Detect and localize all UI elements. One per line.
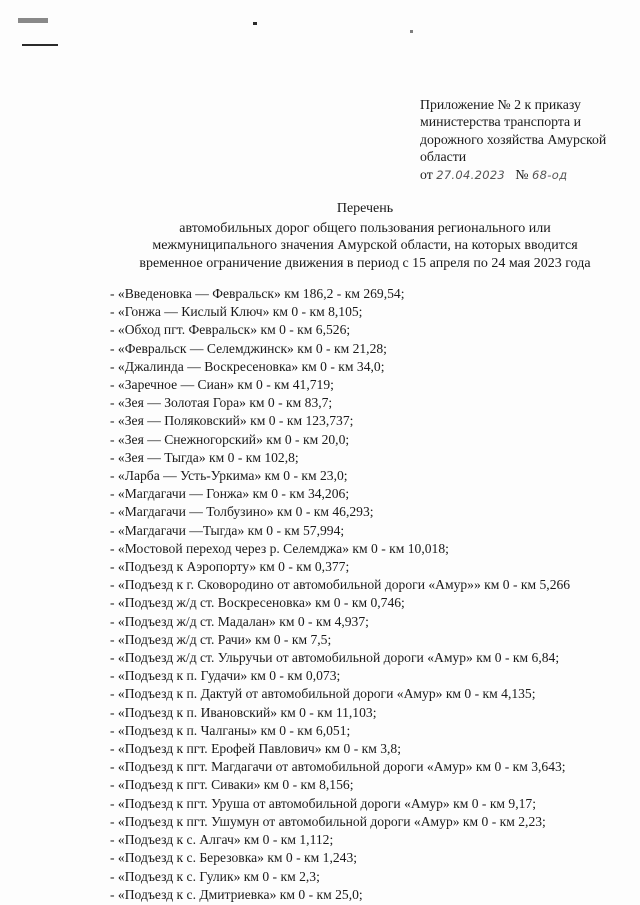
order-number: 68-од bbox=[532, 167, 568, 182]
road-item: - «Гонжа — Кислый Ключ» км 0 - км 8,105; bbox=[110, 304, 363, 320]
scan-dot bbox=[253, 22, 257, 25]
number-sign: № bbox=[515, 166, 529, 182]
road-item: - «Подъезд к п. Гудачи» км 0 - км 0,073; bbox=[110, 668, 341, 684]
road-item: - «Введеновка — Февральск» км 186,2 - км 269,54; bbox=[110, 286, 405, 301]
road-item: - «Подъезд к пгт. Магдагачи от автомобильной дороги «Амур» км 0 - км 3,643; bbox=[110, 759, 566, 775]
road-item: - «Подъезд к пгт. Сиваки» км 0 - км 8,156; bbox=[110, 777, 354, 793]
title-heading: Перечень bbox=[336, 201, 394, 216]
title-line: автомобильных дорог общего пользования регионального или bbox=[179, 220, 551, 236]
appendix-line: области bbox=[420, 149, 467, 165]
road-item: - «Ларба — Усть-Уркима» км 0 - км 23,0; bbox=[110, 468, 348, 484]
road-item: - «Подъезд к п. Чалганы» км 0 - км 6,051; bbox=[110, 722, 351, 738]
road-list bbox=[110, 285, 640, 904]
road-item: - «Подъезд ж/д ст. Ульручьи от автомобильной дороги «Амур» км 0 - км 6,84; bbox=[110, 650, 560, 666]
appendix-line: министерства транспорта и bbox=[420, 114, 581, 130]
road-item: - «Зея — Золотая Гора» км 0 - км 83,7; bbox=[110, 395, 333, 411]
road-item: - «Февральск — Селемджинск» км 0 - км 21,28; bbox=[110, 340, 387, 356]
road-item: - «Зея — Тыгда» км 0 - км 102,8; bbox=[110, 449, 299, 465]
road-item: - «Подъезд к пгт. Ерофей Павлович» км 0 - км 3,8; bbox=[110, 741, 402, 757]
road-item: - «Джалинда — Воскресеновка» км 0 - км 34,0; bbox=[110, 358, 385, 374]
road-item: - «Подъезд к г. Сковородино от автомобильной дороги «Амур»» км 0 - км 5,266 bbox=[110, 577, 571, 593]
appendix-block bbox=[420, 96, 640, 184]
road-item: - «Подъезд к с. Алгач» км 0 - км 1,112; bbox=[110, 832, 334, 848]
road-item: - «Подъезд к с. Дмитриевка» км 0 - км 25,0; bbox=[110, 886, 363, 902]
order-date: 27.04.2023 bbox=[436, 167, 506, 182]
road-item: - «Подъезд к Аэропорту» км 0 - км 0,377; bbox=[110, 559, 350, 575]
road-item: - «Обход пгт. Февральск» км 0 - км 6,526; bbox=[110, 322, 351, 338]
road-item: - «Подъезд к с. Березовка» км 0 - км 1,243; bbox=[110, 850, 358, 866]
scan-mark-topleft bbox=[18, 18, 48, 23]
road-item: - «Подъезд ж/д ст. Мадалан» км 0 - км 4,937; bbox=[110, 613, 369, 629]
road-item: - «Магдагачи — Толбузино» км 0 - км 46,293; bbox=[110, 504, 374, 520]
road-item: - «Подъезд к пгт. Уруша от автомобильной дороги «Амур» км 0 - км 9,17; bbox=[110, 795, 536, 811]
road-item: - «Подъезд к с. Гулик» км 0 - км 2,3; bbox=[110, 868, 320, 884]
road-item: - «Подъезд ж/д ст. Воскресеновка» км 0 - км 0,746; bbox=[110, 595, 405, 611]
road-item: - «Мостовой переход через р. Селемджа» км 0 - км 10,018; bbox=[110, 540, 449, 556]
scan-line-topleft bbox=[22, 44, 58, 46]
order-date-line bbox=[420, 166, 640, 184]
road-item: - «Зея — Поляковский» км 0 - км 123,737; bbox=[110, 413, 354, 429]
road-item: - «Подъезд к п. Ивановский» км 0 - км 11,103; bbox=[110, 704, 377, 720]
road-item: - «Магдагачи — Гонжа» км 0 - км 34,206; bbox=[110, 486, 350, 502]
road-item: - «Подъезд к п. Дактуй от автомобильной дороги «Амур» км 0 - км 4,135; bbox=[110, 686, 536, 702]
road-item: - «Магдагачи —Тыгда» км 0 - км 57,994; bbox=[110, 522, 345, 538]
road-item: - «Подъезд к пгт. Ушумун от автомобильной дороги «Амур» км 0 - км 2,23; bbox=[110, 813, 546, 829]
appendix-line: дорожного хозяйства Амурской bbox=[420, 131, 607, 147]
document-title bbox=[100, 200, 630, 272]
road-item: - «Зея — Снежногорский» км 0 - км 20,0; bbox=[110, 431, 350, 447]
title-line: временное ограничение движения в период с 15 апреля по 24 мая 2023 года bbox=[139, 255, 591, 271]
date-prefix: от bbox=[420, 166, 433, 182]
road-item: - «Заречное — Сиан» км 0 - км 41,719; bbox=[110, 377, 334, 393]
road-item: - «Подъезд ж/д ст. Рачи» км 0 - км 7,5; bbox=[110, 631, 332, 647]
appendix-line: Приложение № 2 к приказу bbox=[420, 97, 581, 112]
title-line: межмуниципального значения Амурской области, на которых вводится bbox=[152, 238, 578, 254]
scan-dot-right bbox=[410, 30, 413, 33]
